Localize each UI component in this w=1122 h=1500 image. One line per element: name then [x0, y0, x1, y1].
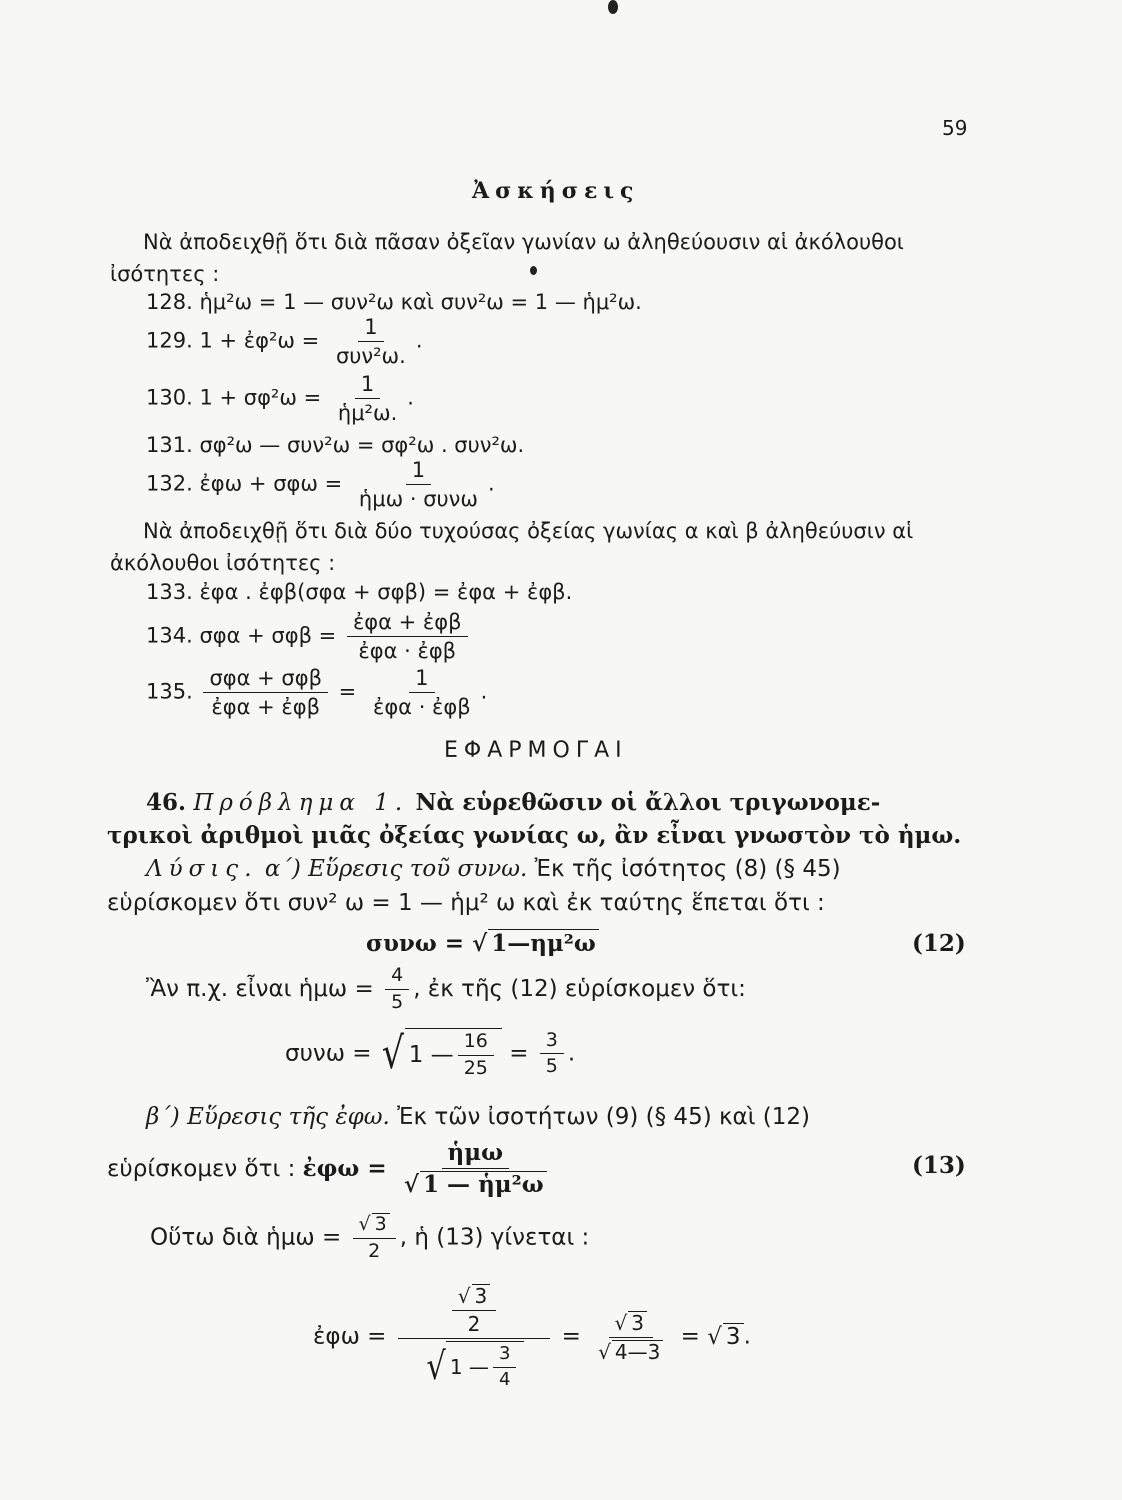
- solution-b-text: Ἐκ τῶν ἰσοτήτων (9) (§ 45) καὶ (12): [397, 1104, 811, 1130]
- radical-sign-icon: √: [381, 1027, 404, 1079]
- example-1-line: [146, 965, 746, 1014]
- radical-sign-icon: √: [707, 1323, 722, 1350]
- equation-lhs: ἐφω =: [302, 1154, 387, 1182]
- fraction: [458, 1031, 494, 1080]
- fraction: [398, 1140, 553, 1199]
- equation-lhs: ἐφω =: [313, 1323, 387, 1350]
- square-root: [472, 929, 599, 957]
- numerator: 3: [540, 1030, 564, 1055]
- problem-label: Πρόβλημα 1.: [193, 790, 409, 816]
- denominator: [592, 1338, 669, 1364]
- exercise-equation: σφ²ω — συν²ω = σφ²ω . συν²ω.: [199, 433, 525, 457]
- example-text: Ἂν π.χ. εἶναι ἡμω =: [146, 975, 374, 1002]
- fraction: [367, 666, 477, 719]
- exercise-number: 134.: [146, 623, 193, 648]
- equals-sign: =: [561, 1323, 581, 1350]
- solution-b-line: [146, 1104, 810, 1130]
- radical-sign-icon: √: [457, 1284, 471, 1308]
- exercise-number: 132.: [146, 471, 193, 496]
- radical-sign-icon: √: [472, 930, 488, 957]
- fraction: [385, 965, 409, 1014]
- radical-sign-icon: √: [358, 1213, 371, 1235]
- section-number: 46.: [146, 789, 187, 816]
- exercise-equation: ἐφα . ἐφβ(σφα + σφβ) = ἐφα + ἐφβ.: [199, 580, 573, 604]
- numerator: 4: [385, 965, 409, 990]
- denominator: ἐφα · ἐφβ: [358, 639, 457, 664]
- equation-13: [107, 1140, 557, 1199]
- end-dot: .: [487, 471, 495, 496]
- example-2-result: [313, 1284, 751, 1390]
- fraction: [203, 666, 328, 719]
- exercise-number: 129.: [146, 328, 193, 353]
- equals-sign: =: [509, 1040, 529, 1067]
- denominator: συν²ω.: [335, 344, 406, 369]
- radicand: [446, 1341, 525, 1390]
- radical-sign-icon: √: [403, 1171, 420, 1199]
- example-text: Οὕτω διὰ ἡμω =: [150, 1224, 342, 1251]
- square-root: [707, 1323, 743, 1350]
- fraction: [540, 1030, 564, 1079]
- problem-46-title-cont: τρικοὶ ἀριθμοὶ μιᾶς ὀξείας γωνίας ω, ἂν εἶναι γνωστὸν τὸ ἡμω.: [107, 822, 962, 849]
- numerator: [609, 1311, 653, 1338]
- solution-line-2: εὑρίσκομεν ὅτι συν² ω = 1 — ἡμ² ω καὶ ἐκ ταύτης ἕπεται ὅτι :: [107, 890, 825, 916]
- solution-a-text: Ἐκ τῆς ἰσότητος (8) (§ 45): [534, 856, 841, 882]
- exercise-134: [146, 610, 472, 663]
- numerator: 16: [458, 1031, 494, 1056]
- denominator: [418, 1339, 531, 1390]
- example-text: , ἡ (13) γίνεται :: [399, 1224, 590, 1251]
- example-text: , ἐκ τῆς (12) εὑρίσκομεν ὅτι:: [413, 975, 746, 1002]
- radicand-text: 1 —: [408, 1042, 454, 1069]
- fraction: [452, 1284, 496, 1336]
- exercise-129: [146, 315, 423, 368]
- denominator: 4: [498, 1368, 511, 1390]
- example-2-line: [150, 1213, 589, 1263]
- numerator: [398, 1284, 550, 1339]
- radicand: 1 — ἡμ²ω: [420, 1171, 547, 1198]
- solution-label: Λύσις.: [146, 856, 258, 882]
- denominator: 25: [463, 1056, 488, 1079]
- intro-text-1-cont: ἰσότητες :: [110, 262, 220, 286]
- solution-b-title: β΄) Εὕρεσις τῆς ἐφω.: [146, 1104, 390, 1130]
- numerator: 1: [409, 666, 434, 693]
- intro-text-2: Νὰ ἀποδειχθῇ ὅτι διὰ δύο τυχούσας ὀξείας γωνίας α καὶ β ἀληθεύυσιν αἱ: [143, 519, 914, 543]
- equation-lhs: συνω =: [285, 1040, 372, 1067]
- square-root: [615, 1311, 647, 1335]
- exercise-131: [146, 433, 524, 457]
- applications-heading: ΕΦΑΡΜΟΓΑΙ: [444, 738, 628, 763]
- printing-mark: [530, 266, 537, 275]
- denominator: 2: [368, 1239, 381, 1262]
- end-dot: .: [415, 328, 423, 353]
- numerator: ἐφα + ἐφβ: [347, 610, 468, 637]
- radical-sign-icon: √: [614, 1310, 628, 1335]
- exercise-number: 131.: [146, 433, 193, 457]
- exercise-128: [146, 290, 642, 314]
- square-root: [379, 1028, 502, 1080]
- end-dot: .: [480, 679, 488, 704]
- radicand: [405, 1028, 502, 1080]
- numerator: [353, 1213, 396, 1239]
- radical-sign-icon: √: [426, 1343, 446, 1388]
- fraction: [398, 1284, 550, 1390]
- problem-46-title: [146, 789, 880, 816]
- exercise-132: [146, 458, 495, 511]
- radicand: 4—3: [612, 1340, 663, 1364]
- equation-lhs: ἐφω + σφω =: [199, 471, 343, 496]
- exercise-133: [146, 580, 572, 604]
- square-root: [359, 1213, 390, 1236]
- radicand-text: 1 —: [449, 1354, 489, 1379]
- equation-lhs: 1 + σφ²ω =: [199, 385, 322, 410]
- end-dot: .: [567, 1040, 576, 1067]
- equals-sign: =: [338, 679, 357, 704]
- numerator: [452, 1284, 496, 1311]
- radicand: 3: [372, 1213, 390, 1236]
- denominator: ἡμ²ω.: [337, 401, 398, 426]
- fraction: [330, 315, 412, 368]
- fraction: [347, 610, 468, 663]
- numerator: 1: [355, 372, 380, 399]
- radical-sign-icon: √: [598, 1339, 611, 1364]
- denominator: 5: [391, 990, 404, 1013]
- fraction: [332, 372, 403, 425]
- numerator: 1: [358, 315, 383, 342]
- intro-text-2-cont: ἀκόλουθοι ἰσότητες :: [110, 551, 336, 575]
- exercise-130: [146, 372, 414, 425]
- equation-text: εὑρίσκομεν ὅτι :: [107, 1155, 296, 1182]
- square-root: [598, 1340, 663, 1364]
- equation-number-13: (13): [912, 1152, 966, 1179]
- exercise-number: 128.: [146, 290, 193, 314]
- exercises-heading: Ἀσκήσεις: [472, 178, 640, 204]
- denominator: 2: [467, 1312, 481, 1336]
- equals-sign: =: [680, 1323, 700, 1350]
- exercise-number: 135.: [146, 679, 193, 704]
- solution-a-line: [146, 856, 841, 882]
- fraction: [592, 1311, 669, 1364]
- radicand: 1—ημ²ω: [488, 929, 599, 957]
- square-root: [424, 1341, 525, 1390]
- fraction: [493, 1344, 516, 1390]
- equation-lhs: συνω =: [366, 930, 465, 957]
- numerator: 1: [406, 458, 431, 485]
- equation-lhs: 1 + ἐφ²ω =: [199, 328, 320, 353]
- problem-statement: Νὰ εὑρεθῶσιν οἱ ἄλλοι τριγωνομε-: [415, 789, 881, 816]
- intro-text-1: Νὰ ἀποδειχθῇ ὅτι διὰ πᾶσαν ὀξεῖαν γωνίαν ω ἀληθεύουσιν αἱ ἀκόλουθοι: [143, 230, 904, 254]
- square-root: [404, 1171, 547, 1198]
- numerator: 3: [493, 1344, 516, 1368]
- denominator: ἐφα · ἐφβ: [372, 695, 471, 720]
- solution-a-title: α΄) Εὕρεσις τοῦ συνω.: [264, 856, 528, 882]
- square-root: [458, 1284, 490, 1308]
- radicand: 3: [628, 1311, 647, 1335]
- page-number: 59: [942, 116, 968, 140]
- equation-12: [366, 929, 599, 957]
- printing-mark: [608, 0, 618, 14]
- numerator: σφα + σφβ: [203, 666, 328, 693]
- fraction: [353, 458, 484, 511]
- radicand: 3: [723, 1323, 744, 1350]
- denominator: ἡμω · συνω: [358, 487, 478, 512]
- radicand: 3: [472, 1284, 491, 1308]
- equation-number-12: (12): [912, 930, 966, 957]
- exercise-number: 130.: [146, 385, 193, 410]
- end-dot: .: [743, 1323, 751, 1350]
- fraction: [353, 1213, 396, 1263]
- denominator: 5: [545, 1055, 558, 1078]
- numerator: ἡμω: [442, 1140, 509, 1169]
- exercise-number: 133.: [146, 580, 193, 604]
- end-dot: .: [407, 385, 414, 410]
- example-1-result: [285, 1028, 575, 1080]
- exercise-135: [146, 666, 487, 719]
- exercise-equation: ἡμ²ω = 1 — συν²ω καὶ συν²ω = 1 — ἡμ²ω.: [199, 290, 642, 314]
- equation-lhs: σφα + σφβ =: [199, 623, 337, 648]
- denominator: [398, 1169, 553, 1198]
- denominator: ἐφα + ἐφβ: [211, 695, 321, 720]
